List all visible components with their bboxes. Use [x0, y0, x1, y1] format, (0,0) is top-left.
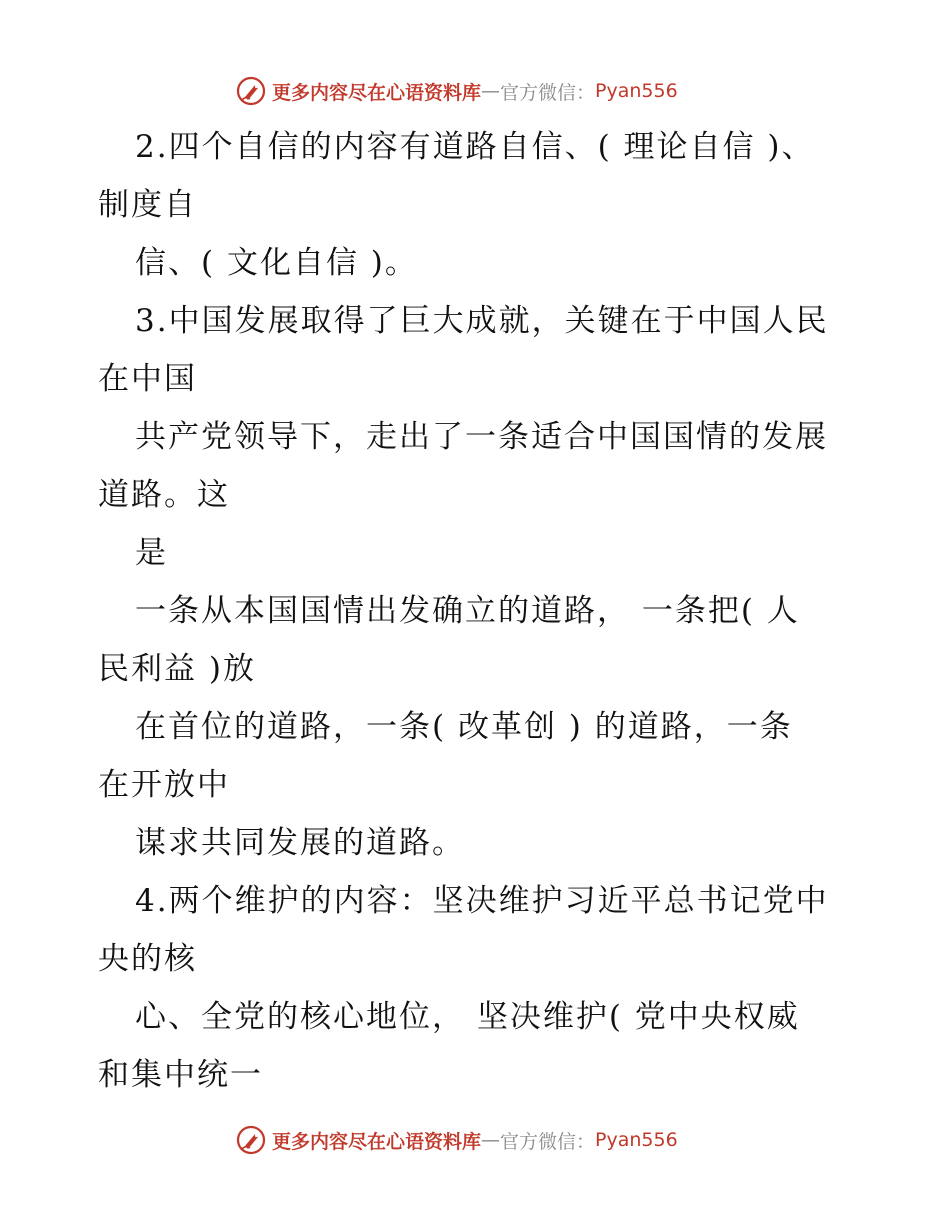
text-line: 在开放中	[98, 767, 230, 803]
text-line: 4.两个维护的内容：坚决维护习近平总书记党中	[135, 883, 829, 919]
footer-brand-text: 更多内容尽在心语资料库	[272, 1130, 482, 1153]
header-brand-text: 更多内容尽在心语资料库	[272, 81, 482, 104]
footer-banner	[236, 1123, 678, 1157]
footer-separator: —	[481, 1129, 501, 1151]
text-line: 一条从本国国情出发确立的道路， 一条把( 人	[135, 593, 800, 629]
document-body	[98, 118, 868, 1104]
text-line: 3.中国发展取得了巨大成就，关键在于中国人民	[135, 303, 829, 339]
text-line: 和集中统一	[98, 1057, 263, 1093]
text-line: 在中国	[98, 361, 197, 397]
pen-nib-seal-icon	[236, 76, 266, 106]
header-wechat-label: 官方微信：	[500, 81, 596, 104]
text-line: 央的核	[98, 941, 197, 977]
header-wechat-id: Pyan556	[595, 80, 678, 102]
pen-nib-seal-icon	[236, 1125, 266, 1155]
footer-wechat-label: 官方微信：	[500, 1130, 596, 1153]
text-line: 在首位的道路，一条( 改革创 ) 的道路，一条	[135, 709, 793, 745]
text-line: 制度自	[98, 187, 197, 223]
footer-wechat-id: Pyan556	[595, 1129, 678, 1151]
text-line: 谋求共同发展的道路。	[135, 825, 465, 861]
text-line: 民利益 )放	[98, 651, 256, 687]
text-line: 2.四个自信的内容有道路自信、( 理论自信 )、	[135, 129, 815, 165]
text-line: 共产党领导下，走出了一条适合中国国情的发展	[135, 419, 828, 455]
text-line: 信、( 文化自信 )。	[135, 245, 418, 281]
header-banner	[236, 74, 678, 108]
text-line: 是	[135, 535, 168, 571]
text-line: 道路。这	[98, 477, 230, 513]
text-line: 心、全党的核心地位， 坚决维护( 党中央权威	[135, 999, 800, 1035]
header-separator: —	[481, 80, 501, 102]
